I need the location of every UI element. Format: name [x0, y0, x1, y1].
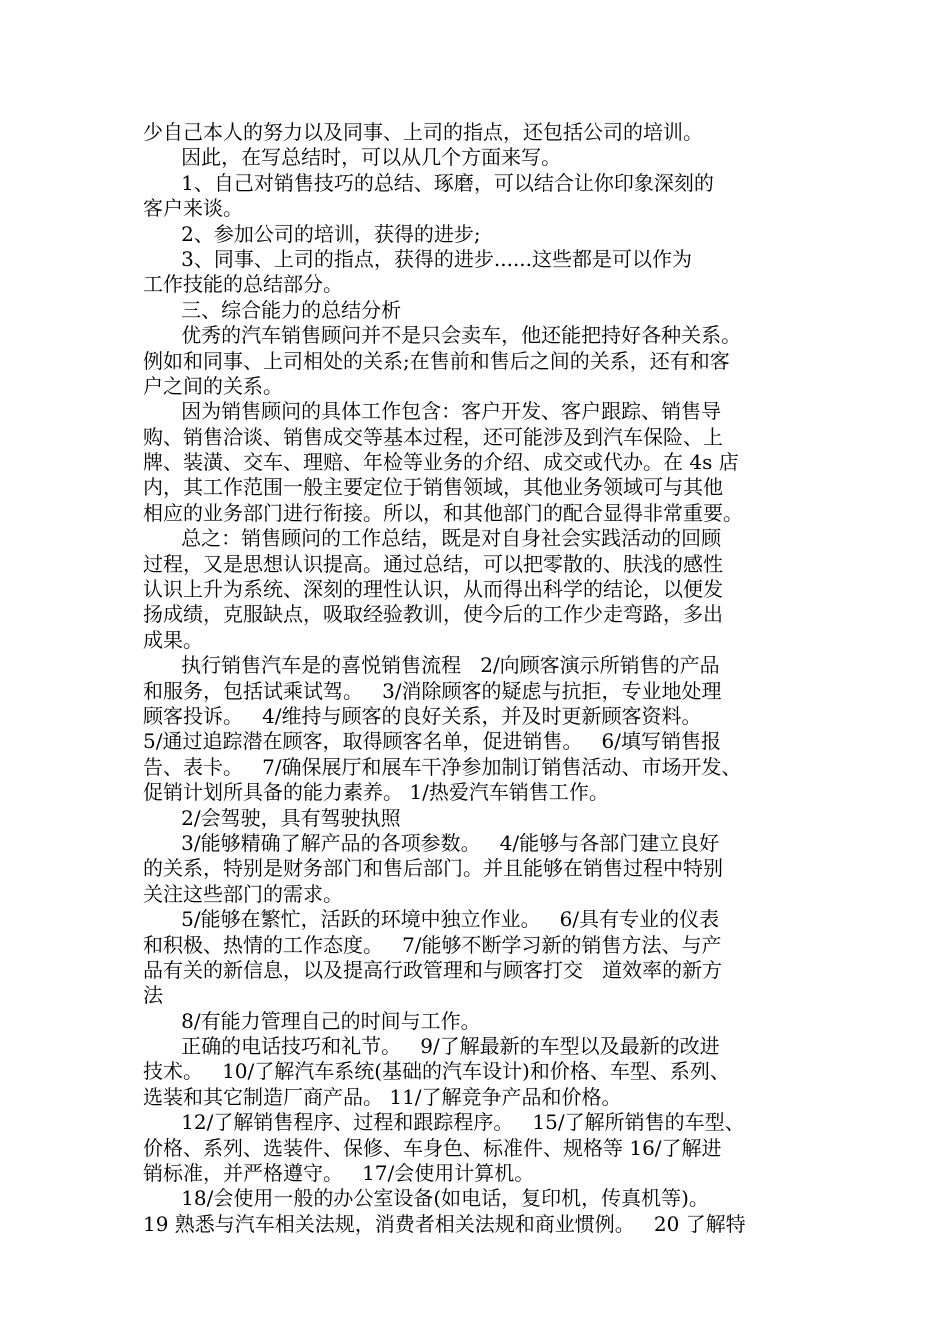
- text-line: 2、参加公司的培训，获得的进步;: [143, 221, 481, 246]
- text-line: 正确的电话技巧和礼节。 9/了解最新的车型以及最新的改进: [143, 1034, 720, 1059]
- text-line: 价格、系列、选装件、保修、车身色、标准件、规格等 16/了解进: [143, 1135, 722, 1160]
- text-line: 选装和其它制造厂商产品。 11/了解竞争产品和价格。: [143, 1084, 622, 1109]
- text-line: 过程，又是思想认识提高。通过总结，可以把零散的、肤浅的感性: [143, 551, 723, 576]
- document-body: [143, 120, 823, 1237]
- text-line: 告、表卡。 7/确保展厅和展车干净参加制订销售活动、市场开发、: [143, 754, 742, 779]
- text-line: 总之：销售顾问的工作总结，既是对自身社会实践活动的回顾: [143, 526, 722, 551]
- text-line: 和服务，包括试乘试驾。 3/消除顾客的疑虑与抗拒，专业地处理: [143, 678, 722, 703]
- text-line: 顾客投诉。 4/维持与顾客的良好关系，并及时更新顾客资料。: [143, 703, 702, 728]
- text-line: 的关系，特别是财务部门和售后部门。并且能够在销售过程中特别: [143, 856, 723, 881]
- text-line: 18/会使用一般的办公室设备(如电话，复印机，传真机等)。: [143, 1186, 709, 1211]
- text-line: 和积极、热情的工作态度。 7/能够不断学习新的销售方法、与产: [143, 932, 722, 957]
- text-line: 三、综合能力的总结分析: [143, 297, 402, 322]
- text-line: 扬成绩，克服缺点，吸取经验教训，使今后的工作少走弯路，多出: [143, 602, 723, 627]
- text-line: 关注这些部门的需求。: [143, 881, 343, 906]
- text-line: 促销计划所具备的能力素养。 1/热爱汽车销售工作。: [143, 780, 609, 805]
- text-line: 优秀的汽车销售顾问并不是只会卖车，他还能把持好各种关系。: [143, 323, 742, 348]
- text-line: 执行销售汽车是的喜悦销售流程 2/向顾客演示所销售的产品: [143, 653, 720, 678]
- text-line: 5/通过追踪潜在顾客，取得顾客名单，促进销售。 6/填写销售报: [143, 729, 721, 754]
- text-line: 法: [143, 983, 163, 1008]
- text-line: 19 熟悉与汽车相关法规，消费者相关法规和商业惯例。 20 了解特: [143, 1211, 746, 1236]
- text-line: 1、自己对销售技巧的总结、琢磨，可以结合让你印象深刻的: [143, 170, 714, 195]
- text-line: 5/能够在繁忙，活跃的环境中独立作业。 6/具有专业的仪表: [143, 907, 720, 932]
- text-line: 因此，在写总结时，可以从几个方面来写。: [143, 145, 562, 170]
- text-line: 成果。: [143, 627, 203, 652]
- text-line: 3、同事、上司的指点，获得的进步......这些都是可以作为: [143, 246, 693, 271]
- text-line: 少自己本人的努力以及同事、上司的指点，还包括公司的培训。: [143, 120, 703, 144]
- text-line: 户之间的关系。: [143, 373, 283, 398]
- text-line: 购、销售洽谈、销售成交等基本过程，还可能涉及到汽车保险、上: [143, 424, 723, 449]
- text-line: 技术。 10/了解汽车系统(基础的汽车设计)和价格、车型、系列、: [143, 1059, 730, 1084]
- text-line: 认识上升为系统、深刻的理性认识，从而得出科学的结论，以便发: [143, 577, 723, 602]
- text-line: 品有关的新信息，以及提高行政管理和与顾客打交 道效率的新方: [143, 957, 723, 982]
- text-line: 2/会驾驶，具有驾驶执照: [143, 805, 401, 830]
- text-line: 相应的业务部门进行衔接。所以，和其他部门的配合显得非常重要。: [143, 500, 743, 525]
- text-line: 例如和同事、上司相处的关系;在售前和售后之间的关系，还有和客: [143, 348, 730, 373]
- text-line: 销标准，并严格遵守。 17/会使用计算机。: [143, 1161, 535, 1186]
- text-line: 客户来谈。: [143, 196, 243, 221]
- text-line: 8/有能力管理自己的时间与工作。: [143, 1008, 481, 1033]
- text-line: 工作技能的总结部分。: [143, 272, 343, 297]
- text-line: 12/了解销售程序、过程和跟踪程序。 15/了解所销售的车型、: [143, 1110, 745, 1135]
- text-line: 内，其工作范围一般主要定位于销售领域，其他业务领域可与其他: [143, 475, 723, 500]
- text-line: 因为销售顾问的具体工作包含：客户开发、客户跟踪、销售导: [143, 399, 722, 424]
- text-line: 3/能够精确了解产品的各项参数。 4/能够与各部门建立良好: [143, 830, 720, 855]
- text-line: 牌、装潢、交车、理赔、年检等业务的介绍、成交或代办。在 4s 店: [143, 450, 739, 475]
